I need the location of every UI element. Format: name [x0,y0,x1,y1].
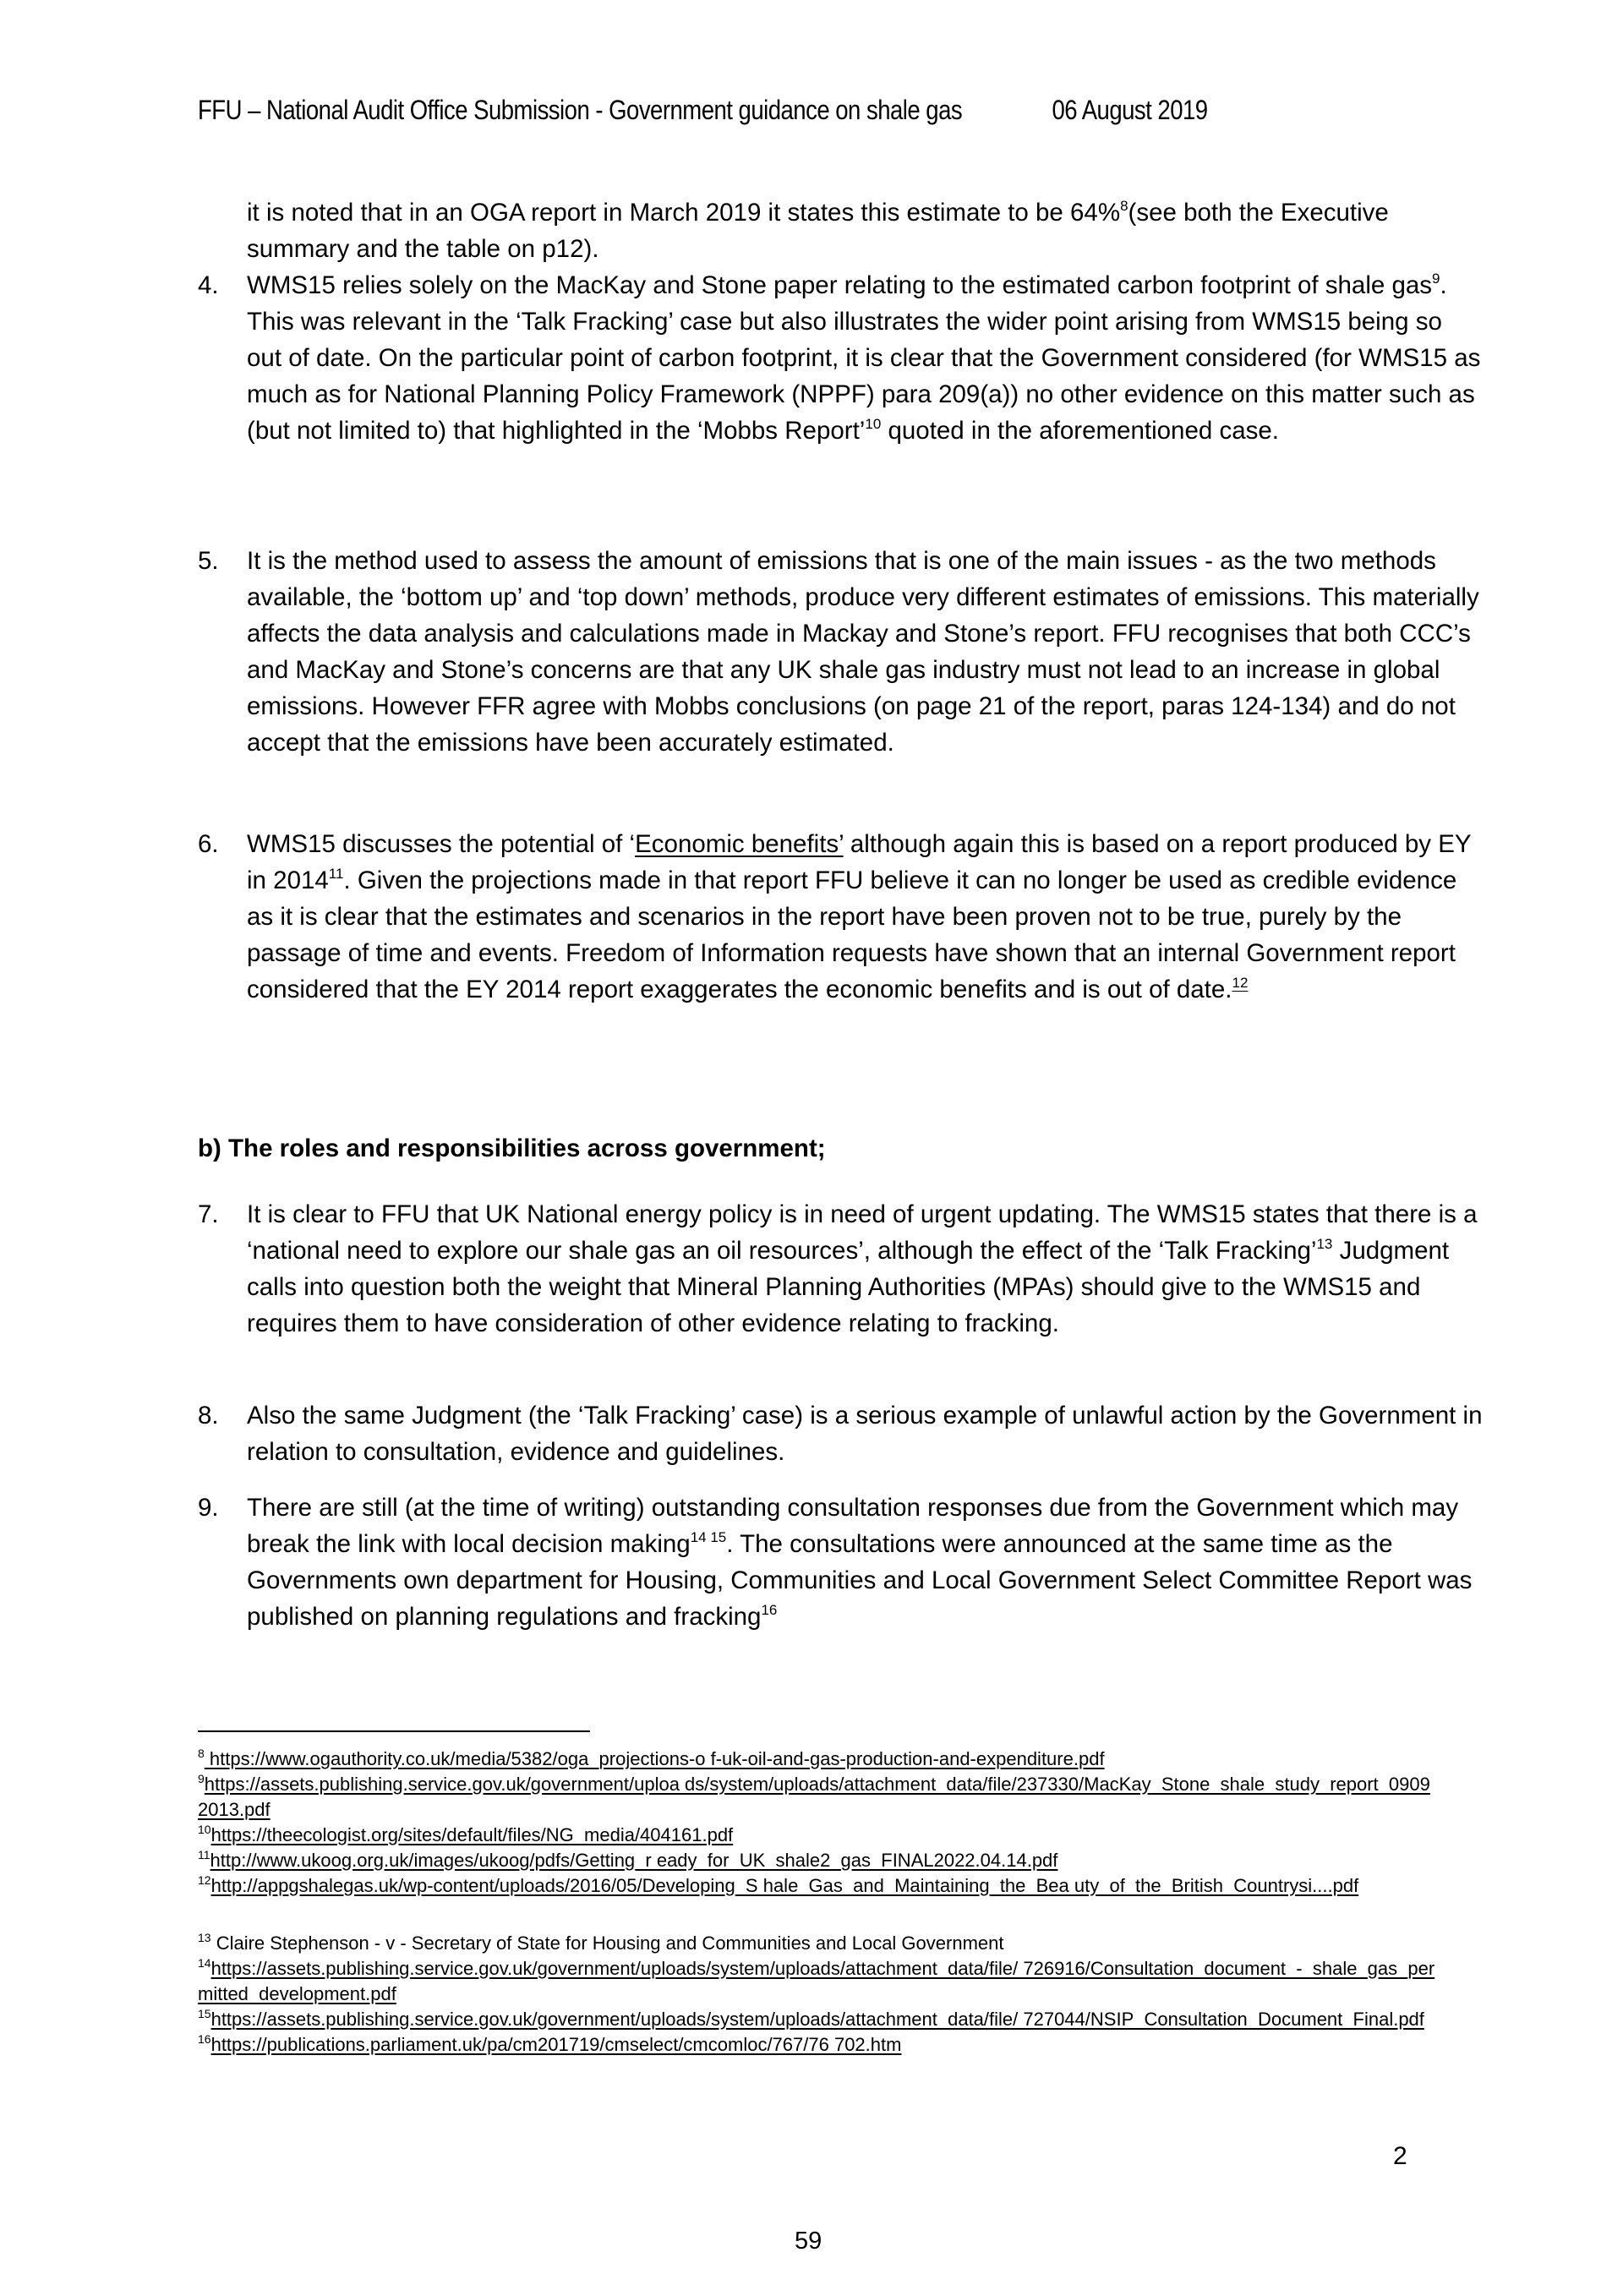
item-number: 9. [198,1494,219,1522]
section-heading-b: b) The roles and responsibilities across government; [198,1134,826,1162]
item-text: It is clear to FFU that UK National energy policy is in need of urgent updating. The WMS15 states that there is a ‘national need to explore our shale gas an oil resources’, although the effect of the ‘Talk Fracking’$^{13}$ Judgment calls into question both the weight that Mineral Planning Authorities (MPAs) should give to the WMS15 and requires them to have consideration of other evidence relating to fracking. [247,1200,1478,1337]
footnote-12: $^{12}$http://appgshalegas.uk/wp-content/uploads/2016/05/Developing_S hale_Gas_and_Maintaining_the_Bea uty_of_the_British_Countrysi....pdf [198,1873,1359,1896]
footnote-ref-11[interactable]: 11 [328,866,344,882]
list-item-4 [198,267,1483,449]
footnote-link[interactable]: http://appgshalegas.uk/wp-content/uploads/2016/05/Developing_S hale_Gas_and_Maintaining_the_Bea uty_of_the_British_Countrysi....pdf [210,1875,1359,1896]
item-text: There are still (at the time of writing) outstanding consultation responses due from the Government which may break the link with local decision making$^{14 15}$. The consultations were announced at the same time as the Governments own department for Housing, Communities and Local Government Select Committee Report was published on planning regulations and fracking$^{16}$ [247,1494,1473,1631]
item-number: 5. [198,547,219,575]
footnote-ref-12[interactable]: 12 [1232,975,1249,991]
footnote-ref-8[interactable]: 8 [1120,198,1128,214]
footnote-15: $^{15}$https://assets.publishing.service.gov.uk/government/uploads/system/uploads/attachment_data/file/ 727044/NSIP_Consultation_Document_Final.pdf [198,2007,1424,2030]
item-text: WMS15 discusses the potential of ‘Economic benefits’ although again this is based on a report produced by EY in 2014$^{11}$. Given the projections made in that report FFU believe it can no longer be used as credible evidence as it is clear that the estimates and scenarios in the report have been proven not to be true, purely by the passage of time and events. Freedom of Information requests have shown that an internal Government report considered that the EY 2014 report exaggerates the economic benefits and is out of date.$^{12}$ [247,830,1472,1003]
page-number: 2 [1393,2142,1407,2170]
item-number: 6. [198,830,219,858]
footnote-gap [198,1899,1440,1931]
item-number: 4. [198,271,219,299]
footnote-10: $^{10}$https://theecologist.org/sites/default/files/NG_media/404161.pdf [198,1823,734,1845]
footnote-8: $^8$ https://www.ogauthority.co.uk/media/5382/oga_projections-o f-uk-oil-and-gas-production-and-expenditure.pdf [198,1747,1105,1769]
footnote-ref-14-15[interactable]: 14 15 [690,1529,727,1545]
footnote-13: $^{13}$ Claire Stephenson - v - Secretary of State for Housing and Communities and Local Government [198,1931,1004,1954]
footnote-link[interactable]: https://assets.publishing.service.gov.uk/government/uploads/system/uploads/attachment_data/file/ 727044/NSIP_Consultation_Document_Final.pdf [210,2009,1424,2030]
list-item-5 [198,543,1483,761]
list-item-9 [198,1490,1483,1635]
list-item-7 [198,1196,1483,1342]
item-text: It is the method used to assess the amount of emissions that is one of the main issues - as the two methods available, the ‘bottom up’ and ‘top down’ methods, produce very different estimates of emissions. This materially affects the data analysis and calculations made in Mackay and Stone’s report. FFU recognises that both CCC’s and MacKay and Stone’s concerns are that any UK shale gas industry must not lead to an increase in global emissions. However FFR agree with Mobbs conclusions (on page 21 of the report, paras 124-134) and do not accept that the emissions have been accurately estimated. [247,547,1479,757]
footnote-link[interactable]: https://publications.parliament.uk/pa/cm201719/cmselect/cmcomloc/767/76 702.htm [210,2034,902,2055]
footnote-ref-16[interactable]: 16 [761,1602,778,1618]
header-title: FFU – National Audit Office Submission - Government guidance on shale gas [198,95,963,125]
footnote-14: $^{14}$https://assets.publishing.service.gov.uk/government/uploads/system/uploads/attachment_data/file/ 726916/Consultation_document_-_shale_gas_permitted_development.pdf [198,1956,1435,2004]
footnote-11: $^{11}$http://www.ukoog.org.uk/images/ukoog/pdfs/Getting_r eady_for_UK_shale2_gas_FINAL2022.04.14.pdf [198,1848,1058,1871]
footnote-separator [198,1730,590,1732]
header-date: 06 August 2019 [1052,95,1208,125]
footnote-ref-10[interactable]: 10 [865,416,882,432]
footnote-ref-9[interactable]: 9 [1432,271,1440,287]
footnote-link[interactable]: https://theecologist.org/sites/default/files/NG_media/404161.pdf [210,1824,734,1845]
footnote-link[interactable]: https://www.ogauthority.co.uk/media/5382/oga_projections-o f-uk-oil-and-gas-production-and-expenditure.pdf [204,1748,1105,1769]
economic-benefits-link[interactable]: Economic benefits’ [635,830,844,858]
item-text: Also the same Judgment (the ‘Talk Fracking’ case) is a serious example of unlawful action by the Government in relation to consultation, evidence and guidelines. [247,1402,1483,1466]
footnote-16: $^{16}$https://publications.parliament.uk/pa/cm201719/cmselect/cmcomloc/767/76 702.htm [198,2032,902,2055]
footnote-link[interactable]: https://assets.publishing.service.gov.uk/government/uploa ds/system/uploads/attachment_data/file/237330/MacKay_Stone_shale_study_report_09092013.pdf [198,1774,1430,1820]
footnote-link[interactable]: http://www.ukoog.org.uk/images/ukoog/pdfs/Getting_r eady_for_UK_shale2_gas_FINAL2022.04.14.pdf [210,1850,1058,1871]
list-item-8 [198,1397,1483,1470]
folio-number: 59 [795,2228,822,2255]
item-number: 7. [198,1200,219,1228]
footnote-9: $^9$https://assets.publishing.service.gov.uk/government/uploa ds/system/uploads/attachment_data/file/237330/MacKay_Stone_shale_study_report_09092013.pdf [198,1772,1430,1820]
list-item-6 [198,826,1483,1008]
page-header [198,95,1264,126]
continuation-paragraph: it is noted that in an OGA report in March 2019 it states this estimate to be 64%$^8$(see both the Executive summary and the table on p12). [247,198,1389,263]
footnote-link[interactable]: https://assets.publishing.service.gov.uk/government/uploads/system/uploads/attachment_data/file/ 726916/Consultation_document_-_shale_gas_permitted_development.pdf [198,1958,1435,2004]
footnote-ref-13[interactable]: 13 [1316,1236,1333,1252]
item-text: WMS15 relies solely on the MacKay and Stone paper relating to the estimated carbon footprint of shale gas$^9$. This was relevant in the ‘Talk Fracking’ case but also illustrates the wider point arising from WMS15 being so out of date. On the particular point of carbon footprint, it is clear that the Government considered (for WMS15 as much as for National Planning Policy Framework (NPPF) para 209(a)) no other evidence on this matter such as (but not limited to) that highlighted in the ‘Mobbs Report’$^{10}$ quoted in the aforementioned case. [247,271,1481,445]
item-number: 8. [198,1402,219,1430]
footnotes [198,1747,1440,2058]
